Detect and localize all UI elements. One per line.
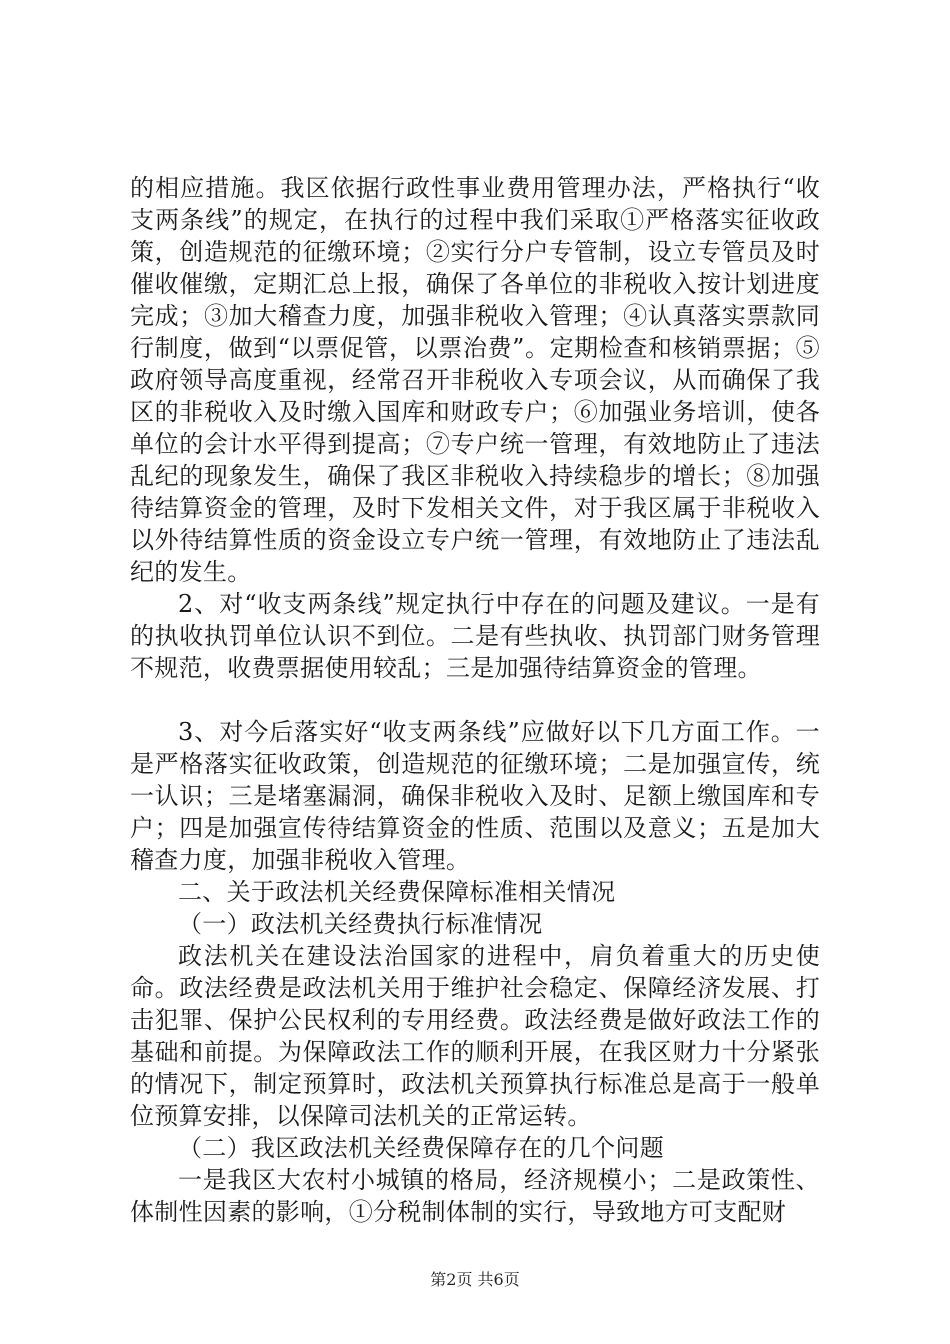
paragraph-item-3: 3、对今后落实好“收支两条线”应做好以下几方面工作。一是严格落实征收政策，创造规范的征缴环境；二是加强宣传，统一认识；三是堵塞漏洞，确保非税收入及时、足额上缴国库和专户；四是加强宣传待结算资金的性质、范围以及意义；五是加大稽查力度，加强非税收入管理。 xyxy=(130,718,820,874)
paragraph-problems: 一是我区大农村小城镇的格局，经济规模小；二是政策性、体制性因素的影响，①分税制体制的实行，导致地方可支配财 xyxy=(130,1166,820,1226)
subsection-heading-1: （一）政法机关经费执行标准情况 xyxy=(178,910,543,938)
section-heading-2: 二、关于政法机关经费保障标准相关情况 xyxy=(178,878,616,906)
subsection-heading-2: （二）我区政法机关经费保障存在的几个问题 xyxy=(178,1134,664,1162)
paragraph-continuation: 的相应措施。我区依据行政性事业费用管理办法，严格执行“收支两条线”的规定，在执行的过程中我们采取①严格落实征收政策，创造规范的征缴环境；②实行分户专管制，设立专管员及时催收催缴，定期汇总上报，确保了各单位的非税收入按计划进度完成；③加大稽查力度，加强非税收入管理；④认真落实票款同行制度，做到“以票促管，以票治费”。定期检查和核销票据；⑤政府领导高度重视，经常召开非税收入专项会议，从而确保了我区的非税收入及时缴入国库和财政专户；⑥加强业务培训，使各单位的会计水平得到提高；⑦专户统一管理，有效地防止了违法乱纪的现象发生，确保了我区非税收入持续稳步的增长；⑧加强待结算资金的管理，及时下发相关文件，对于我区属于非税收入以外待结算性质的资金设立专户统一管理，有效地防止了违法乱纪的发生。 xyxy=(130,174,820,586)
page-number-label: 第2页 共6页 xyxy=(430,1270,520,1289)
document-body xyxy=(130,172,820,1228)
paragraph-item-2: 2、对“收支两条线”规定执行中存在的问题及建议。一是有的执收执罚单位认识不到位。二是有些执收、执罚部门财务管理不规范，收费票据使用较乱；三是加强待结算资金的管理。 xyxy=(130,590,820,682)
paragraph-political-legal-funding: 政法机关在建设法治国家的进程中，肩负着重大的历史使命。政法经费是政法机关用于维护社会稳定、保障经济发展、打击犯罪、保护公民权利的专用经费。政法经费是做好政法工作的基础和前提。为保障政法工作的顺利开展，在我区财力十分紧张的情况下，制定预算时，政法机关预算执行标准总是高于一般单位预算安排，以保障司法机关的正常运转。 xyxy=(130,942,820,1130)
page-footer xyxy=(0,1270,950,1290)
